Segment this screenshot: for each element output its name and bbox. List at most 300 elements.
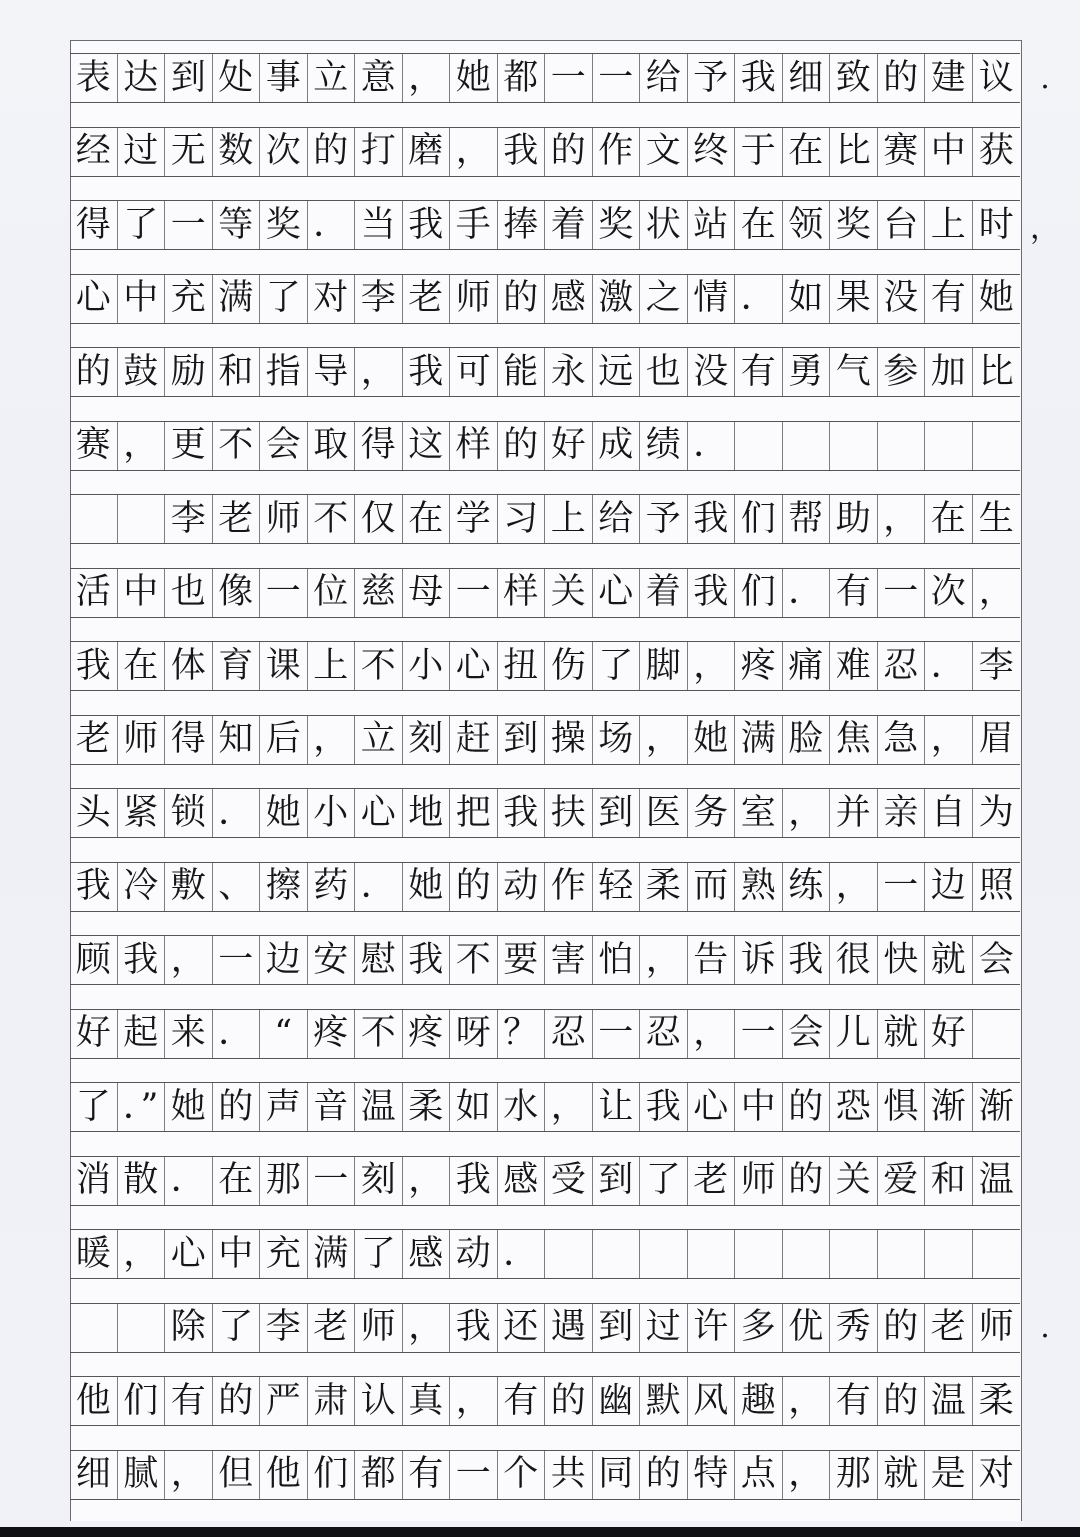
grid-cell: 到	[165, 54, 213, 102]
grid-cell: 扭	[498, 642, 546, 690]
grid-cell	[878, 422, 926, 470]
grid-cell: 慈	[355, 569, 403, 617]
grid-cell: “	[260, 1010, 308, 1058]
grid-cell: 学	[450, 495, 498, 543]
grid-cell: 当	[355, 201, 403, 249]
grid-cell: 一	[165, 201, 213, 249]
grid-cell: 们	[118, 1377, 166, 1425]
grid-cell: 的	[783, 1157, 831, 1205]
grid-cell: 的	[213, 1377, 261, 1425]
grid-cell: 好	[925, 1010, 973, 1058]
grid-cell: 一	[450, 569, 498, 617]
grid-cell: 慰	[355, 936, 403, 984]
grid-row	[70, 788, 1020, 838]
grid-cell: 疼	[735, 642, 783, 690]
grid-cell: 议	[978, 57, 1014, 98]
margin-punctuation	[1030, 1009, 1060, 1059]
grid-cell: 中	[118, 569, 166, 617]
grid-cell: 中	[925, 128, 973, 176]
grid-cell: 脚	[640, 642, 688, 690]
grid-cell: 还	[498, 1304, 546, 1352]
grid-cell: 奖	[260, 201, 308, 249]
grid-cell: 会	[260, 422, 308, 470]
grid-cell: 会	[783, 1010, 831, 1058]
grid-cell: 惧	[878, 1083, 926, 1131]
grid-cell: 动	[498, 863, 546, 911]
grid-cell: 一	[545, 54, 593, 102]
grid-cell: 磨	[403, 128, 451, 176]
grid-cell: 师	[735, 1157, 783, 1205]
grid-cell: 老	[403, 275, 451, 323]
grid-cell: 边	[260, 936, 308, 984]
grid-cell: 有	[735, 348, 783, 396]
grid-cell: 台	[878, 201, 926, 249]
grid-cell: 老	[70, 716, 118, 764]
grid-cell: 小	[308, 789, 356, 837]
grid-cell: 心	[165, 1230, 213, 1278]
grid-cell: 样	[450, 422, 498, 470]
grid-row	[70, 200, 1020, 250]
grid-cell: ．	[783, 569, 831, 617]
margin-punctuation	[1030, 862, 1060, 912]
grid-cell: 后	[260, 716, 308, 764]
grid-cell: 共	[545, 1451, 593, 1499]
grid-cell: 奖	[830, 201, 878, 249]
grid-cell: 有	[165, 1377, 213, 1425]
grid-cell: 予	[640, 495, 688, 543]
grid-cell: 满	[308, 1230, 356, 1278]
grid-cell: 为	[978, 792, 1014, 833]
grid-cell: 特	[688, 1451, 736, 1499]
grid-cell: 、	[213, 863, 261, 911]
grid-cell: ，	[783, 789, 831, 837]
grid-cell	[640, 1230, 688, 1278]
grid-cell: ，	[308, 716, 356, 764]
grid-cell: 点	[735, 1451, 783, 1499]
grid-cell: 一	[593, 54, 641, 102]
grid-cell: 成	[593, 422, 641, 470]
grid-cell: 中	[213, 1230, 261, 1278]
grid-cell: 充	[260, 1230, 308, 1278]
grid-cell: 在	[735, 201, 783, 249]
grid-cell: 的	[545, 128, 593, 176]
grid-cell: ．	[925, 642, 973, 690]
grid-cell: 像	[213, 569, 261, 617]
grid-cell: 幽	[593, 1377, 641, 1425]
grid-cell: ．”	[118, 1083, 166, 1131]
grid-cell: 和	[213, 348, 261, 396]
grid-cell: 是	[925, 1451, 973, 1499]
grid-cell: 老	[688, 1157, 736, 1205]
grid-cell: 一	[213, 936, 261, 984]
grid-cell: 一	[878, 863, 926, 911]
grid-cell: 让	[593, 1083, 641, 1131]
grid-cell: 我	[70, 642, 118, 690]
grid-cell	[688, 1230, 736, 1278]
grid-cell: 我	[688, 495, 736, 543]
grid-cell: 真	[403, 1377, 451, 1425]
grid-row	[70, 347, 1020, 397]
margin-punctuation: ，	[1030, 211, 1060, 246]
grid-row	[70, 1156, 1020, 1206]
grid-cell: 生	[978, 498, 1014, 539]
grid-cell: 把	[450, 789, 498, 837]
grid-cell: 就	[925, 936, 973, 984]
grid-cell: 来	[165, 1010, 213, 1058]
grid-cell: 受	[545, 1157, 593, 1205]
grid-cell: 和	[925, 1157, 973, 1205]
grid-cell: 我	[498, 789, 546, 837]
grid-cell: 疼	[308, 1010, 356, 1058]
grid-row	[70, 1082, 1020, 1132]
grid-cell: 她	[403, 863, 451, 911]
grid-cell: 了	[640, 1157, 688, 1205]
grid-cell: 给	[593, 495, 641, 543]
grid-cell: 了	[213, 1304, 261, 1352]
grid-row	[70, 1009, 1020, 1059]
grid-cell: 呀	[450, 1010, 498, 1058]
grid-cell: 温	[355, 1083, 403, 1131]
grid-cell: 熟	[735, 863, 783, 911]
grid-cell: 一	[735, 1010, 783, 1058]
grid-cell: 老	[213, 495, 261, 543]
grid-cell: 老	[925, 1304, 973, 1352]
grid-cell: 不	[450, 936, 498, 984]
grid-cell: 并	[830, 789, 878, 837]
grid-row	[70, 1450, 1020, 1500]
grid-cell: 他	[260, 1451, 308, 1499]
grid-cell: 获	[978, 131, 1014, 171]
grid-cell: 渐	[925, 1083, 973, 1131]
grid-cell: 关	[545, 569, 593, 617]
grid-cell: ，	[355, 348, 403, 396]
grid-cell: 中	[118, 275, 166, 323]
grid-cell: 心	[355, 789, 403, 837]
grid-cell: 满	[213, 275, 261, 323]
grid-cell: 务	[688, 789, 736, 837]
grid-cell: 了	[118, 201, 166, 249]
grid-cell: ，	[403, 1157, 451, 1205]
margin-punctuation	[1030, 1156, 1060, 1206]
grid-cell: 顾	[70, 936, 118, 984]
grid-cell: 怕	[593, 936, 641, 984]
grid-cell: 文	[640, 128, 688, 176]
grid-cell: 状	[640, 201, 688, 249]
grid-cell: ．	[498, 1230, 546, 1278]
grid-cell: 无	[165, 128, 213, 176]
grid-cell: 感	[403, 1230, 451, 1278]
grid-cell: ，	[640, 716, 688, 764]
grid-cell	[545, 1230, 593, 1278]
grid-cell: 的	[878, 54, 926, 102]
grid-cell: 站	[688, 201, 736, 249]
grid-cell: 一	[878, 569, 926, 617]
grid-cell: 领	[783, 201, 831, 249]
grid-cell: 小	[403, 642, 451, 690]
grid-cell: ，	[878, 495, 926, 543]
grid-cell: 那	[830, 1451, 878, 1499]
grid-cell: 水	[498, 1083, 546, 1131]
grid-cell: 给	[640, 54, 688, 102]
grid-cell: 有	[830, 569, 878, 617]
grid-cell: 锁	[165, 789, 213, 837]
grid-cell: 除	[165, 1304, 213, 1352]
grid-cell: 表	[70, 54, 118, 102]
grid-cell: ，	[978, 572, 1014, 612]
grid-cell: 细	[70, 1451, 118, 1499]
grid-cell: 腻	[118, 1451, 166, 1499]
margin-punctuation: .	[1040, 1310, 1050, 1345]
grid-cell: ，	[403, 1304, 451, 1352]
grid-cell: 着	[545, 201, 593, 249]
grid-cell: 没	[688, 348, 736, 396]
grid-cell: ，	[640, 936, 688, 984]
grid-cell: 不	[308, 495, 356, 543]
grid-cell: 自	[925, 789, 973, 837]
grid-cell: 有	[925, 275, 973, 323]
grid-cell: 害	[545, 936, 593, 984]
grid-cell: 刻	[355, 1157, 403, 1205]
grid-cell: ，	[688, 1010, 736, 1058]
grid-cell: 远	[593, 348, 641, 396]
grid-cell: 的	[783, 1083, 831, 1131]
grid-cell: 样	[498, 569, 546, 617]
grid-cell: 上	[308, 642, 356, 690]
grid-cell: 在	[403, 495, 451, 543]
margin-punctuation	[1030, 1229, 1060, 1279]
grid-row	[70, 494, 1020, 544]
margin-punctuation	[1030, 421, 1060, 471]
grid-cell	[783, 1230, 831, 1278]
grid-cell: 心	[688, 1083, 736, 1131]
grid-row	[70, 274, 1020, 324]
grid-cell: 对	[978, 1454, 1014, 1494]
grid-cell: 我	[688, 569, 736, 617]
grid-cell: 了	[593, 642, 641, 690]
grid-cell: 李	[165, 495, 213, 543]
grid-cell: 加	[925, 348, 973, 396]
grid-cell: 忍	[878, 642, 926, 690]
grid-cell: 育	[213, 642, 261, 690]
grid-cell	[973, 422, 1021, 470]
grid-cell: 痛	[783, 642, 831, 690]
grid-cell: 老	[308, 1304, 356, 1352]
grid-cell: 如	[783, 275, 831, 323]
grid-cell: 肃	[308, 1377, 356, 1425]
grid-cell: 爱	[878, 1157, 926, 1205]
grid-cell: 在	[783, 128, 831, 176]
grid-cell: 优	[783, 1304, 831, 1352]
margin-punctuation: .	[1040, 60, 1050, 96]
grid-cell: ，	[165, 936, 213, 984]
grid-cell: 励	[165, 348, 213, 396]
grid-cell: 一	[450, 1451, 498, 1499]
grid-cell	[593, 1230, 641, 1278]
grid-cell: 终	[688, 128, 736, 176]
grid-cell: 柔	[640, 863, 688, 911]
grid-cell: 多	[735, 1304, 783, 1352]
grid-cell: 一	[260, 569, 308, 617]
bottom-edge	[0, 1527, 1080, 1537]
grid-cell: 室	[735, 789, 783, 837]
grid-cell: 医	[640, 789, 688, 837]
grid-cell	[783, 422, 831, 470]
grid-cell: 作	[593, 128, 641, 176]
grid-cell: 消	[70, 1157, 118, 1205]
grid-cell: 得	[165, 716, 213, 764]
grid-cell: 得	[70, 201, 118, 249]
grid-cell: 达	[118, 54, 166, 102]
grid-cell: 的	[498, 275, 546, 323]
grid-cell: 快	[878, 936, 926, 984]
grid-cell: 中	[735, 1083, 783, 1131]
grid-cell: 难	[830, 642, 878, 690]
grid-cell: 习	[498, 495, 546, 543]
grid-row	[70, 715, 1020, 765]
grid-row	[70, 127, 1020, 177]
grid-cell: 亲	[878, 789, 926, 837]
grid-row	[70, 421, 1020, 471]
grid-cell: 李	[260, 1304, 308, 1352]
grid-cell: 情	[688, 275, 736, 323]
grid-cell: 的	[213, 1083, 261, 1131]
grid-cell: 参	[878, 348, 926, 396]
grid-cell: 在	[213, 1157, 261, 1205]
grid-cell: 激	[593, 275, 641, 323]
grid-cell: ，	[925, 716, 973, 764]
grid-cell: 默	[640, 1377, 688, 1425]
grid-cell: 而	[688, 863, 736, 911]
grid-cell	[735, 422, 783, 470]
grid-cell: 能	[498, 348, 546, 396]
margin-punctuation	[1030, 274, 1060, 324]
margin-punctuation	[1030, 935, 1060, 985]
grid-cell: 师	[450, 275, 498, 323]
grid-row	[70, 1229, 1020, 1279]
grid-cell: 建	[925, 54, 973, 102]
grid-cell: 上	[925, 201, 973, 249]
grid-cell: 许	[688, 1304, 736, 1352]
grid-cell: 敷	[165, 863, 213, 911]
grid-cell: 母	[403, 569, 451, 617]
grid-cell: 场	[593, 716, 641, 764]
grid-cell: 眉	[978, 719, 1014, 759]
grid-cell: 意	[355, 54, 403, 102]
grid-cell: 动	[450, 1230, 498, 1278]
grid-cell: 声	[260, 1083, 308, 1131]
grid-cell: 时	[978, 204, 1014, 245]
grid-cell: 暖	[70, 1230, 118, 1278]
grid-cell: ．	[165, 1157, 213, 1205]
grid-cell: 上	[545, 495, 593, 543]
grid-cell: 他	[70, 1377, 118, 1425]
grid-cell: ，	[450, 128, 498, 176]
grid-cell: 赛	[878, 128, 926, 176]
grid-cell: 都	[498, 54, 546, 102]
grid-cell	[118, 495, 166, 543]
grid-cell: 感	[498, 1157, 546, 1205]
writing-paper	[70, 40, 1022, 1521]
grid-cell: 也	[165, 569, 213, 617]
grid-cell: 位	[308, 569, 356, 617]
grid-row	[70, 1303, 1020, 1353]
grid-cell: 知	[213, 716, 261, 764]
grid-cell: 紧	[118, 789, 166, 837]
grid-cell: 经	[70, 128, 118, 176]
margin-punctuation	[1030, 127, 1060, 177]
grid-cell: 气	[830, 348, 878, 396]
grid-cell	[925, 422, 973, 470]
grid-cell: 音	[308, 1083, 356, 1131]
grid-cell: 就	[878, 1010, 926, 1058]
grid-cell: 我	[640, 1083, 688, 1131]
grid-cell: 在	[925, 495, 973, 543]
grid-row	[70, 1376, 1020, 1426]
grid-cell: 手	[450, 201, 498, 249]
grid-cell: 边	[925, 863, 973, 911]
grid-cell: 处	[213, 54, 261, 102]
grid-cell: 课	[260, 642, 308, 690]
grid-cell: 一	[593, 1010, 641, 1058]
margin-punctuation	[1030, 568, 1060, 618]
grid-cell: 扶	[545, 789, 593, 837]
grid-cell: 的	[878, 1377, 926, 1425]
grid-cell: ，	[118, 1230, 166, 1278]
grid-cell: 之	[640, 275, 688, 323]
grid-cell: 比	[830, 128, 878, 176]
grid-cell: 如	[450, 1083, 498, 1131]
grid-row	[70, 935, 1020, 985]
grid-cell: 予	[688, 54, 736, 102]
grid-cell: 打	[355, 128, 403, 176]
grid-cell: 更	[165, 422, 213, 470]
grid-cell: ，	[450, 1377, 498, 1425]
grid-cell: 的	[498, 422, 546, 470]
grid-cell: 她	[450, 54, 498, 102]
grid-cell: 秀	[830, 1304, 878, 1352]
grid-cell: 那	[260, 1157, 308, 1205]
grid-cell: 的	[878, 1304, 926, 1352]
grid-cell: 充	[165, 275, 213, 323]
grid-cell: 要	[498, 936, 546, 984]
grid-cell: 立	[308, 54, 356, 102]
grid-cell: 刻	[403, 716, 451, 764]
grid-cell: 我	[118, 936, 166, 984]
grid-cell: 她	[260, 789, 308, 837]
grid-cell: 满	[735, 716, 783, 764]
grid-cell: 起	[118, 1010, 166, 1058]
grid-cell: 数	[213, 128, 261, 176]
grid-cell: 她	[978, 278, 1014, 318]
grid-cell: 一	[308, 1157, 356, 1205]
grid-cell: 导	[308, 348, 356, 396]
grid-cell: 对	[308, 275, 356, 323]
grid-cell: 很	[830, 936, 878, 984]
grid-cell: 儿	[830, 1010, 878, 1058]
margin-punctuation	[1030, 347, 1060, 397]
margin-punctuation	[1030, 788, 1060, 838]
grid-cell	[70, 1304, 118, 1352]
grid-cell: 赛	[70, 422, 118, 470]
grid-cell: ，	[830, 863, 878, 911]
grid-cell	[735, 1230, 783, 1278]
grid-cell: 地	[403, 789, 451, 837]
grid-cell: 药	[308, 863, 356, 911]
grid-cell: 忍	[640, 1010, 688, 1058]
grid-cell: ，	[118, 422, 166, 470]
margin-punctuation	[1030, 641, 1060, 691]
grid-cell: 有	[498, 1377, 546, 1425]
